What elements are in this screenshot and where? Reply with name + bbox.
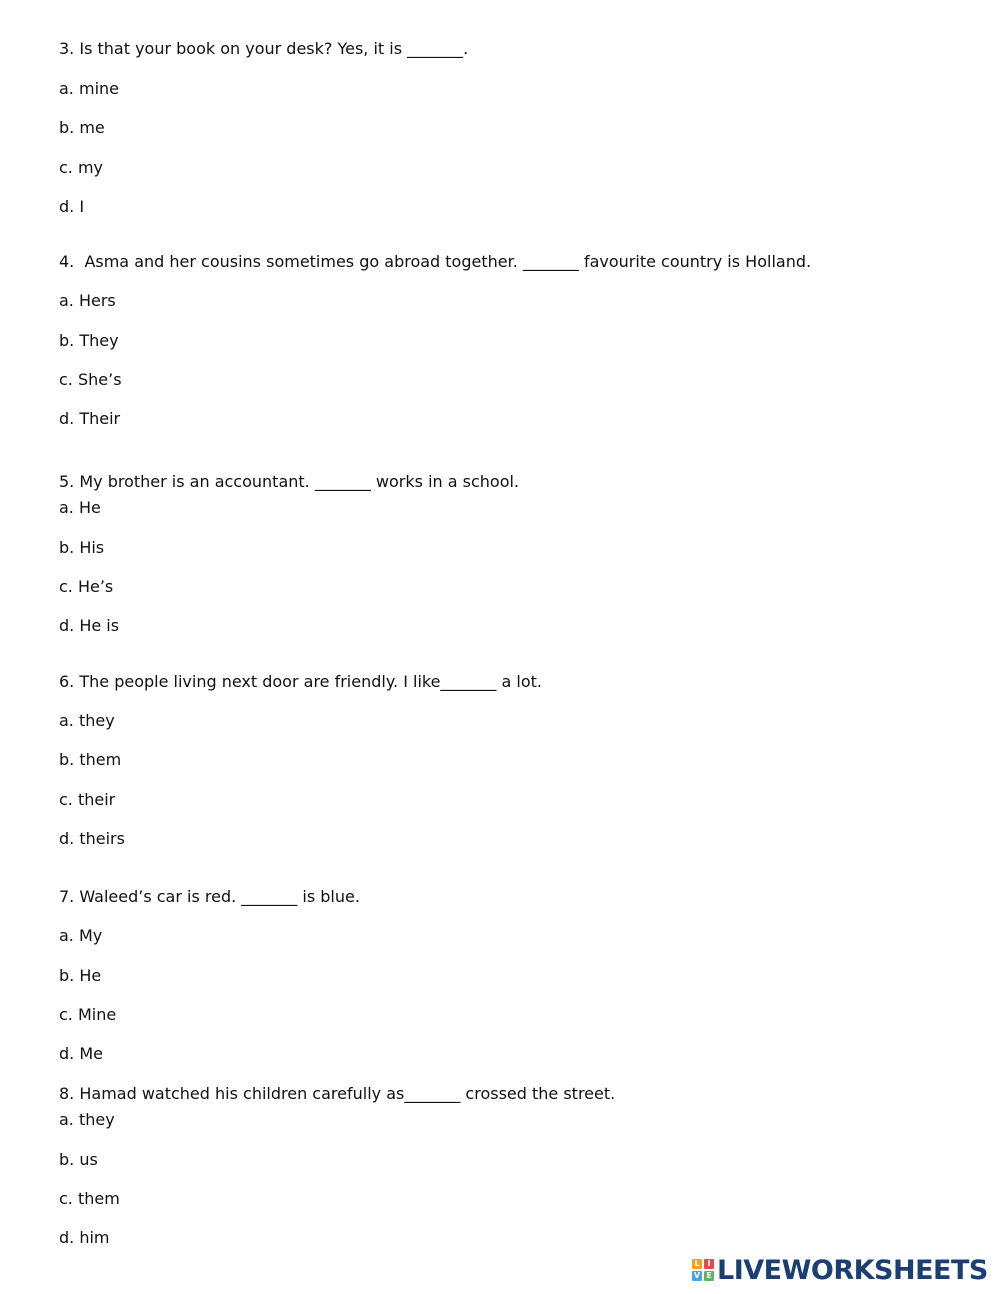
question-8-option-c[interactable]: c. them bbox=[59, 1189, 120, 1208]
question-7-option-c[interactable]: c. Mine bbox=[59, 1005, 117, 1024]
question-7-stem: 7. Waleed’s car is red. _______ is blue. bbox=[59, 887, 360, 906]
question-3-option-d[interactable]: d. I bbox=[59, 197, 85, 216]
question-8-option-a[interactable]: a. they bbox=[59, 1110, 115, 1129]
question-6-option-d[interactable]: d. theirs bbox=[59, 829, 125, 848]
question-7-option-b[interactable]: b. He bbox=[59, 966, 102, 985]
logo-mark-letter: I bbox=[704, 1259, 714, 1269]
question-8-option-b[interactable]: b. us bbox=[59, 1150, 98, 1169]
question-7-option-d[interactable]: d. Me bbox=[59, 1044, 103, 1063]
logo-mark-letter: E bbox=[704, 1271, 714, 1281]
question-4-option-d[interactable]: d. Their bbox=[59, 409, 121, 428]
logo-wordmark: LIVEWORKSHEETS bbox=[717, 1254, 988, 1286]
question-4-option-b[interactable]: b. They bbox=[59, 331, 119, 350]
question-3-option-a[interactable]: a. mine bbox=[59, 79, 119, 98]
question-3-option-b[interactable]: b. me bbox=[59, 118, 105, 137]
question-5-option-b[interactable]: b. His bbox=[59, 538, 105, 557]
question-4-option-a[interactable]: a. Hers bbox=[59, 291, 116, 310]
question-5-option-c[interactable]: c. He’s bbox=[59, 577, 114, 596]
logo-mark-letter: L bbox=[692, 1259, 702, 1269]
question-5-option-a[interactable]: a. He bbox=[59, 498, 101, 517]
question-6-option-c[interactable]: c. their bbox=[59, 790, 116, 809]
question-4-stem: 4. Asma and her cousins sometimes go abroad together. _______ favourite country is Holland. bbox=[59, 252, 812, 271]
question-3-stem: 3. Is that your book on your desk? Yes, it is _______. bbox=[59, 39, 469, 58]
question-8-option-d[interactable]: d. him bbox=[59, 1228, 110, 1247]
question-7-option-a[interactable]: a. My bbox=[59, 926, 103, 945]
liveworksheets-logo bbox=[692, 1256, 988, 1284]
question-6-option-b[interactable]: b. them bbox=[59, 750, 122, 769]
question-3-option-c[interactable]: c. my bbox=[59, 158, 104, 177]
question-5-option-d[interactable]: d. He is bbox=[59, 616, 120, 635]
question-6-option-a[interactable]: a. they bbox=[59, 711, 115, 730]
question-6-stem: 6. The people living next door are friendly. I like_______ a lot. bbox=[59, 672, 542, 691]
question-8-stem: 8. Hamad watched his children carefully as_______ crossed the street. bbox=[59, 1084, 616, 1103]
logo-mark-icon bbox=[692, 1259, 714, 1281]
question-5-stem: 5. My brother is an accountant. _______ works in a school. bbox=[59, 472, 520, 491]
question-4-option-c[interactable]: c. She’s bbox=[59, 370, 122, 389]
logo-mark-letter: V bbox=[693, 1271, 701, 1280]
